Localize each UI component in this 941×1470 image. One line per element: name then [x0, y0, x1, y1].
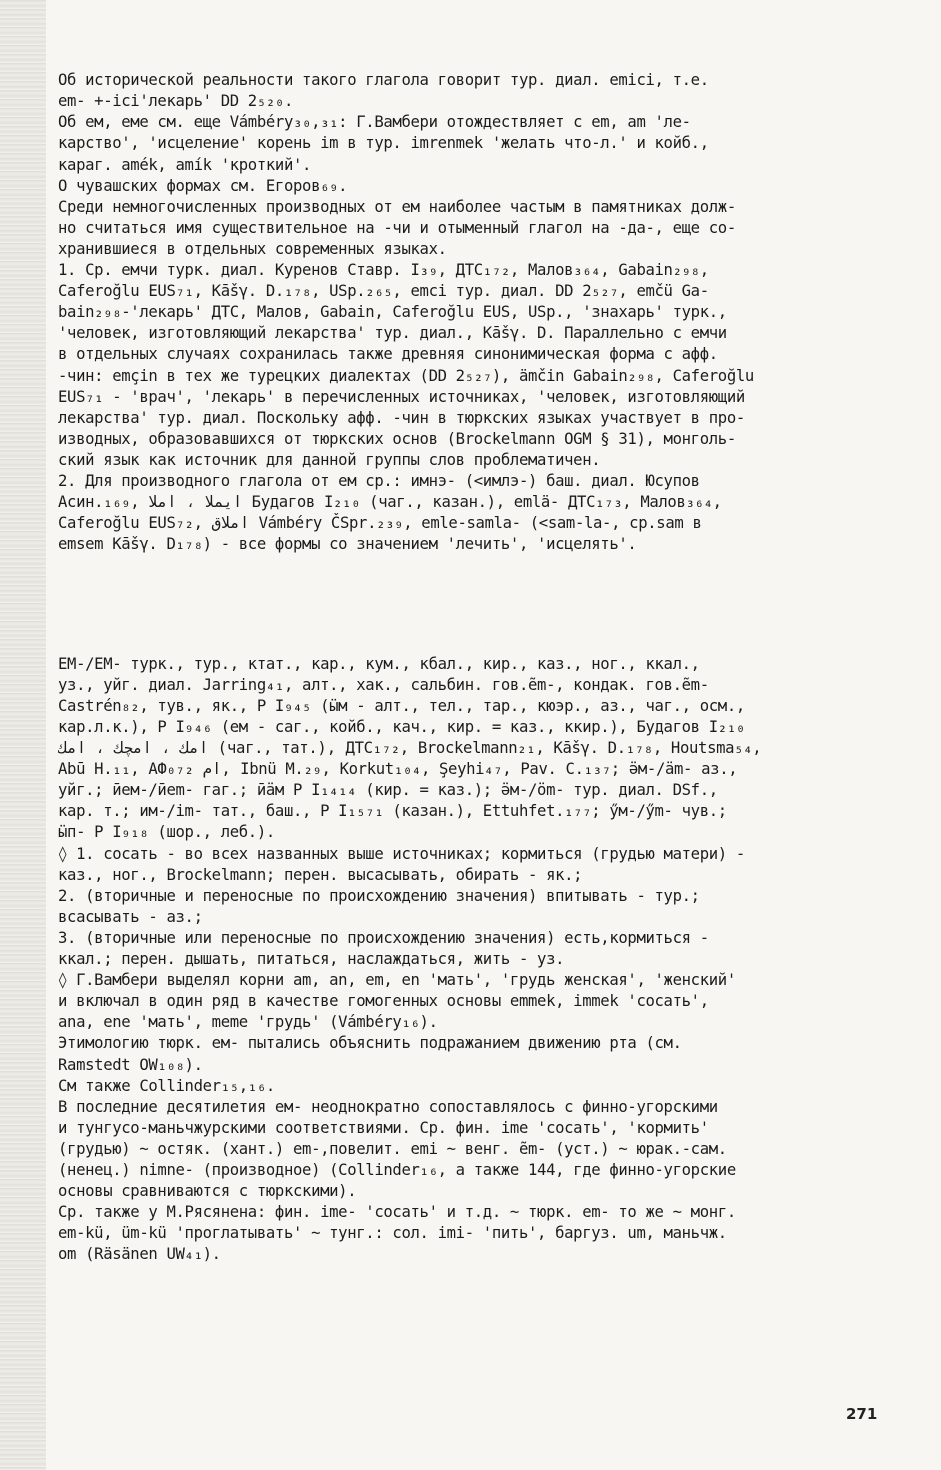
text-line: ӹп- Р I₉₁₈ (шор., леб.). — [58, 823, 275, 842]
text-line: Этимологию тюрк. ем- пытались объяснить подражанием движению рта (см. — [58, 1034, 682, 1053]
text-line: и включал в один ряд в качестве гомогенных основы emmek, immek 'сосать', — [58, 992, 709, 1011]
text-line: О чувашских формах см. Егоров₆₉. — [58, 176, 348, 195]
text-line: уз., уйг. диал. Jarring₄₁, алт., хак., сальбин. гов.ẽm-, кондак. гов.ẽm- — [58, 675, 709, 694]
text-line: ana, ene 'мать', meme 'грудь' (Vámbéry₁₆). — [58, 1013, 438, 1032]
page-number: 271 — [846, 1405, 878, 1423]
page-text — [58, 28, 898, 1308]
section-gap — [58, 598, 898, 612]
text-line: основы сравниваются с тюркскими). — [58, 1182, 357, 1201]
text-line: Ramstedt OW₁₀₈). — [58, 1055, 203, 1074]
section-entry-em — [58, 654, 898, 1266]
text-line: карство', 'исцеление' корень im в тур. imrenmek 'желать что-л.' и койб., — [58, 134, 709, 153]
text-line: emsem Kāšγ. D₁₇₈) - все формы со значением 'лечить', 'исцелять'. — [58, 535, 637, 554]
text-line: караг. amék, amík 'кроткий'. — [58, 155, 312, 174]
text-line: Среди немногочисленных производных от ем наиболее частым в памятниках долж- — [58, 197, 736, 216]
text-line: em-kü, üm-kü 'проглатывать' ~ тунг.: сол. imi- 'пить', баргуз. um, маньчж. — [58, 1224, 727, 1243]
text-line: в отдельных случаях сохранилась также древняя синонимическая форма с афф. — [58, 345, 718, 364]
text-line: EUS₇₁ - 'врач', 'лекарь' в перечисленных источниках, 'человек, изготовляющий — [58, 387, 745, 406]
text-line: См также Collinder₁₅,₁₆. — [58, 1076, 275, 1095]
scan-edge-shadow — [0, 0, 46, 1470]
text-line: ◊ 1. сосать - во всех названных выше источниках; кормиться (грудью матери) - — [58, 844, 745, 863]
section-etymology-notes — [58, 70, 898, 555]
text-line: Abū H.₁₁, АФ₀₇₂ ام, Ibnü M.₂₉, Korkut₁₀₄, Şeyhi₄₇, Pav. C.₁₃₇; ӛм-/ӓm- аз., — [58, 760, 738, 779]
text-line: Об ем, еме см. еще Vámbéry₃₀,₃₁: Г.Вамбери отождествляет с em, am 'ле- — [58, 113, 691, 132]
text-line: (грудью) ~ остяк. (хант.) em-,повелит. emi ~ венг. ẽm- (уст.) ~ юрак.-сам. — [58, 1139, 727, 1158]
text-line: -чин: emçin в тех же турецких диалектах (DD 2₅₂₇), ämčin Gabain₂₉₈, Caferoğlu — [58, 366, 754, 385]
text-line: 3. (вторичные или переносные по происхождению значения) есть,кормиться - — [58, 928, 709, 947]
text-line: хранившиеся в отдельных современных языках. — [58, 239, 447, 258]
text-line: ◊ Г.Вамбери выделял корни am, an, em, en 'мать', 'грудь женская', 'женский' — [58, 971, 736, 990]
text-line: кар. т.; им-/im- тат., баш., Р I₁₅₇₁ (казан.), Ettuhfet.₁₇₇; ӳм-/ӳm- чув.; — [58, 802, 727, 821]
text-line: 1. Ср. емчи турк. диал. Куренов Ставр. I₃₉, ДТС₁₇₂, Малов₃₆₄, Gabain₂₉₈, — [58, 261, 709, 280]
text-line: Об исторической реальности такого глагола говорит тур. диал. emici, т.е. — [58, 71, 709, 90]
text-line: bain₂₉₈-'лекарь' ДТС, Малов, Gabain, Caferoğlu EUS, USp., 'знахарь' турк., — [58, 303, 727, 322]
text-line: изводных, образовавшихся от тюркских основ (Brockelmann OGM § 31), монголь- — [58, 429, 736, 448]
text-line: кар.л.к.), Р I₉₄₆ (ем - саг., койб., кач., кир. = каз., ккир.), Будагов I₂₁₀ — [58, 718, 745, 736]
text-line: и тунгусо-маньчжурскими соответствиями. Ср. фин. ime 'сосать', 'кормить' — [58, 1118, 709, 1137]
text-line: Ср. также у М.Рясянена: фин. ime- 'сосать' и т.д. ~ тюрк. em- то же ~ монг. — [58, 1203, 736, 1222]
text-line: ЕМ-/ЕМ- турк., тур., ктат., кар., кум., кбал., кир., каз., ног., ккал., — [58, 654, 700, 673]
text-line: 'человек, изготовляющий лекарства' тур. диал., Kāšγ. D. Параллельно с емчи — [58, 324, 727, 343]
text-line: 2. Для производного глагола от ем ср.: имнэ- (<имлэ-) баш. диал. Юсупов — [58, 471, 700, 490]
text-line: Castrén₈₂, тув., як., Р I₉₄₅ (ӹм - алт., тел., тар., кюэр., аз., чаг., осм., — [58, 696, 745, 715]
text-line: 2. (вторичные и переносные по происхождению значения) впитывать - тур.; — [58, 886, 700, 905]
text-line: om (Räsänen UW₄₁). — [58, 1245, 221, 1264]
text-line: В последние десятилетия ем- неоднократно сопоставлялось с финно-угорскими — [58, 1097, 718, 1116]
text-line: Caferoğlu EUS₇₁, Kāšγ. D.₁₇₈, USp.₂₆₅, emci тур. диал. DD 2₅₂₇, emčü Ga- — [58, 282, 709, 301]
text-line: лекарства' тур. диал. Поскольку афф. -чин в тюркских языках участвует в про- — [58, 408, 745, 427]
text-line: em- +-ici'лекарь' DD 2₅₂₀. — [58, 92, 293, 111]
text-line: всасывать - аз.; — [58, 907, 203, 926]
text-line: Асин.₁₆₉, ایملا ، املا Будагов I₂₁₀ (чаг., казан.), emlä- ДТС₁₇₃, Малов₃₆₄, — [58, 493, 722, 512]
text-line: каз., ног., Brockelmann; перен. высасывать, обирать - як.; — [58, 865, 583, 884]
text-line: امك ، امچك ، امك (чаг., тат.), ДТС₁₇₂, Brockelmann₂₁, Kāšγ. D.₁₇₈, Houtsma₅₄, — [58, 739, 762, 758]
text-line: (ненец.) nimne- (производное) (Collinder₁₆, а также 144, где финно-угорские — [58, 1160, 736, 1179]
text-line: ккал.; перен. дышать, питаться, наслаждаться, жить - уз. — [58, 950, 565, 969]
text-line: но считаться имя существительное на -чи и отыменный глагол на -да-, еще со- — [58, 218, 736, 237]
text-line: ский язык как источник для данной группы слов проблематичен. — [58, 450, 601, 469]
text-line: Caferoğlu EUS₇₂, املاق Vámbéry ČSpr.₂₃₉, emle-samla- (<sam-la-, ср.sam в — [58, 514, 702, 533]
text-line: уйг.; ӣем-/ӣem- гаг.; ӣӓм Р I₁₄₁₄ (кир. = каз.); ӛм-/ӧm- тур. диал. DSf., — [58, 781, 718, 800]
